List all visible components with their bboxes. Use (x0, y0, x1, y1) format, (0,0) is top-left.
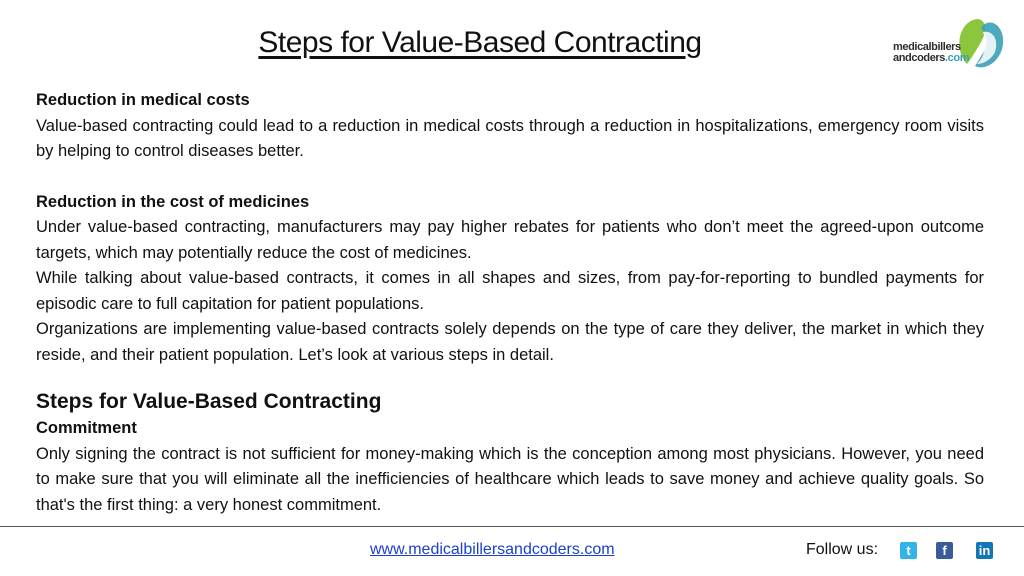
footer-divider (0, 526, 1024, 527)
logo-line-2-suffix: .com (945, 52, 970, 64)
section-heading-medical-costs: Reduction in medical costs (36, 91, 250, 109)
spacer (36, 165, 984, 190)
steps-paragraph: Only signing the contract is not sufficient for money-making which is the conception among most physicians. However, you need to make sure that you will eliminate all the inefficiencies of healthcare which leads to save money and achieve quality goals. So that's the first thing: a very honest commitment. (36, 444, 984, 514)
twitter-glyph: t (906, 543, 911, 558)
steps-heading: Steps for Value-Based Contracting (36, 390, 382, 413)
section-heading-medicine-costs: Reduction in the cost of medicines (36, 192, 310, 211)
page-title: Steps for Value-Based Contracting (258, 26, 702, 59)
linkedin-glyph: in (978, 543, 991, 558)
linkedin-icon[interactable] (976, 542, 993, 559)
section-paragraph: Organizations are implementing value-based contracts solely depends on the type of care they deliver, the market in which they reside, and their patient population. Let’s look at various steps in detail. (36, 320, 984, 364)
facebook-glyph: f (942, 543, 947, 558)
main-content (36, 88, 984, 518)
logo-line-1: medicalbillers (893, 41, 961, 53)
steps-subheading: Commitment (36, 419, 137, 437)
logo-line-2-main: andcoders (893, 52, 946, 64)
website-link[interactable]: www.medicalbillersandcoders.com (370, 541, 615, 558)
follow-label: Follow us: (806, 541, 879, 558)
facebook-icon[interactable] (936, 542, 953, 559)
company-logo (893, 12, 1013, 72)
logo-line-2 (893, 53, 975, 64)
twitter-icon[interactable] (900, 542, 917, 559)
section-paragraph: Under value-based contracting, manufacturers may pay higher rebates for patients who don’t meet the agreed-upon outcome targets, which may potentially reduce the cost of medicines. (36, 218, 984, 262)
section-paragraph: While talking about value-based contracts, it comes in all shapes and sizes, from pay-for-reporting to bundled payments for episodic care to full capitation for patient populations. (36, 269, 984, 313)
spacer (36, 368, 984, 388)
logo-wordmark (893, 42, 975, 64)
section-paragraph: Value-based contracting could lead to a reduction in medical costs through a reduction in hospitalizations, emergency room visits by helping to control diseases better. (36, 116, 984, 160)
